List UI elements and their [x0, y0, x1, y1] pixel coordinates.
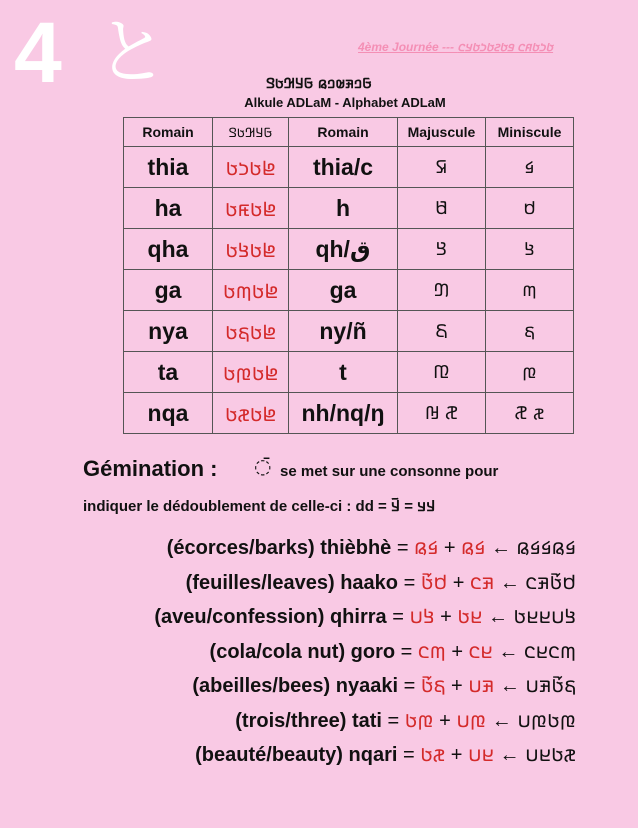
- lesson-character: と: [96, 10, 169, 94]
- plus-sign: +: [452, 571, 465, 594]
- equals-sign: =: [392, 606, 404, 628]
- cell-romain-2: ny/ñ: [289, 311, 398, 352]
- plus-sign: +: [440, 606, 452, 628]
- cell-majuscule: 𞤙: [398, 311, 486, 352]
- gemination-text-line1: se met sur une consonne pour: [280, 463, 499, 480]
- table-row: [124, 270, 574, 311]
- example-adlam: 𞤻𞤢𞥄𞤳𞤭: [525, 673, 576, 697]
- cell-romain: nya: [124, 311, 213, 352]
- cell-majuscule: 𞤇: [398, 147, 486, 188]
- cell-adlam: 𞤦𞤢𞤺𞤢: [213, 229, 289, 270]
- table-header-row: [124, 118, 574, 147]
- cell-romain: thia: [124, 147, 213, 188]
- example-gloss: (feuilles/leaves): [185, 571, 335, 594]
- left-arrow-icon: ←: [491, 709, 512, 732]
- example-adlam: 𞤺𞤭𞤪𞤪𞤢: [513, 604, 576, 628]
- example-word: tati: [351, 709, 382, 732]
- cell-majuscule: 𞤚: [398, 352, 486, 393]
- example-word: nyaaki: [335, 675, 399, 697]
- cell-romain: ta: [124, 352, 213, 393]
- equals-sign: =: [403, 675, 416, 697]
- alphabet-table: [123, 117, 574, 434]
- cell-adlam: 𞤦𞤢𞤶𞤢: [213, 270, 289, 311]
- example-word: nqari: [348, 744, 398, 766]
- cell-miniscule: 𞤩: [486, 147, 574, 188]
- cell-majuscule: 𞤔: [398, 270, 486, 311]
- example-gloss: (cola/cola nut): [209, 640, 346, 663]
- cell-majuscule: 𞤛 𞤟: [398, 393, 486, 434]
- equals-sign: =: [396, 537, 409, 559]
- example-adlam: 𞤽𞤢𞤪𞤭: [525, 742, 576, 766]
- example-adlam: 𞤶𞤮𞤪𞤮: [523, 638, 576, 663]
- left-arrow-icon: ←: [498, 640, 519, 663]
- cell-romain-2: nh/nq/ŋ: [289, 393, 398, 434]
- example-part2: 𞤯𞤢𞥄: [420, 569, 448, 594]
- example-part1: 𞤳𞤮: [470, 569, 495, 594]
- cell-romain-2: t: [289, 352, 398, 393]
- plus-sign: +: [451, 640, 464, 663]
- cell-adlam: 𞤦𞤢𞤽𞤢: [213, 393, 289, 434]
- example-gloss: (aveu/confession): [154, 606, 325, 628]
- example-adlam: 𞤼𞤢𞤼𞤭: [517, 707, 576, 732]
- col-header-adlam: [213, 118, 289, 147]
- example-row: [195, 740, 576, 767]
- example-part2: 𞤼𞤢: [404, 707, 434, 732]
- cell-adlam: 𞤦𞤢𞤼𞤢: [213, 352, 289, 393]
- cell-adlam: 𞤦𞤢𞤸𞤢: [213, 147, 289, 188]
- example-part1: 𞤪𞤭: [467, 742, 494, 766]
- page-subtitle: Alkule ADLaM - Alphabet ADLaM: [244, 95, 446, 110]
- gemination-title: Gémination :: [83, 456, 218, 481]
- cell-adlam: 𞤦𞤢𞤿𞤢: [213, 188, 289, 229]
- left-arrow-icon: ←: [499, 744, 520, 766]
- equals-sign: =: [402, 744, 415, 766]
- col-header-miniscule: Miniscule: [486, 118, 574, 147]
- page-title-adlam: 𞤀𞤤𞤳𞤵𞤤𞤫 𞤀𞤁𞤂𞤢𞤃: [266, 76, 372, 92]
- example-word: haako: [340, 571, 398, 594]
- example-part1: 𞤼𞤭: [456, 707, 487, 732]
- table-row: [124, 393, 574, 434]
- example-gloss: (beauté/beauty): [195, 744, 343, 766]
- example-part1: 𞤪𞤮: [468, 638, 493, 663]
- col-header-romain: Romain: [124, 118, 213, 147]
- left-arrow-icon: ←: [487, 606, 508, 628]
- cell-majuscule: 𞤍: [398, 188, 486, 229]
- example-row: [210, 637, 576, 664]
- cell-miniscule: 𞤻: [486, 311, 574, 352]
- table-row: [124, 352, 574, 393]
- gemination-mark: ◌̄: [254, 454, 272, 478]
- example-row: [192, 671, 576, 698]
- journee-link[interactable]: 4ème Journée --- 𞤢𞤸𞤢𞤱𞤮 𞤥𞤢𞤲𞤢𞤸𞤢𞤣𞤮: [358, 40, 554, 54]
- example-gloss: (trois/three): [235, 709, 347, 732]
- cell-romain: ga: [124, 270, 213, 311]
- col-header-majuscule: Majuscule: [398, 118, 486, 147]
- example-row: [167, 533, 576, 560]
- cell-romain: ha: [124, 188, 213, 229]
- cell-miniscule: 𞤽 𞤛: [486, 393, 574, 434]
- example-row: [235, 706, 576, 733]
- equals-sign: =: [403, 571, 416, 594]
- cell-miniscule: 𞤶: [486, 270, 574, 311]
- example-part1: 𞤩𞤫: [461, 535, 486, 559]
- equals-sign: =: [400, 640, 413, 663]
- cell-romain-2: qh/ق: [289, 229, 398, 270]
- example-adlam: 𞤩𞤫𞤩𞤩𞤫: [516, 535, 576, 559]
- example-gloss: (écorces/barks): [166, 537, 315, 559]
- cell-miniscule: 𞤯: [486, 188, 574, 229]
- example-row: [154, 602, 576, 629]
- lesson-number: 4: [14, 5, 62, 101]
- cell-romain: nqa: [124, 393, 213, 434]
- plus-sign: +: [439, 709, 451, 732]
- left-arrow-icon: ←: [490, 537, 511, 559]
- example-part1: 𞤪𞤢: [457, 604, 483, 628]
- cell-adlam: 𞤦𞤢𞤻𞤢: [213, 311, 289, 352]
- example-adlam: 𞤯𞤢𞥄𞤳𞤮: [525, 569, 576, 594]
- example-part2: 𞤽𞤢: [420, 742, 446, 766]
- cell-miniscule: 𞤼: [486, 352, 574, 393]
- left-arrow-icon: ←: [499, 675, 520, 697]
- plus-sign: +: [450, 744, 463, 766]
- table-row: [124, 188, 574, 229]
- gemination-text-line2: indiquer le dédoublement de celle-ci : dd = 𞤣𞤣 = 𞤣𞥆: [83, 498, 436, 515]
- plus-sign: +: [443, 537, 456, 559]
- example-part2: 𞤻𞤢𞥄: [420, 673, 446, 697]
- cell-romain-2: thia/c: [289, 147, 398, 188]
- plus-sign: +: [450, 675, 463, 697]
- table-row: [124, 311, 574, 352]
- cell-miniscule: 𞤺: [486, 229, 574, 270]
- example-part1: 𞤳𞤭: [468, 673, 495, 697]
- example-gloss: (abeilles/bees): [192, 675, 331, 697]
- cell-romain: qha: [124, 229, 213, 270]
- example-part2: 𞤩𞤫: [414, 535, 439, 559]
- example-word: goro: [350, 640, 396, 663]
- table-row: [124, 229, 574, 270]
- example-part2: 𞤺𞤭: [409, 604, 435, 628]
- left-arrow-icon: ←: [499, 571, 520, 594]
- col-header-romain-2: Romain: [289, 118, 398, 147]
- example-word: qhirra: [329, 606, 387, 628]
- col-header-adlam-label: 𞤀𞤁𞤂𞤢𞤃: [228, 126, 273, 141]
- cell-majuscule: 𞤘: [398, 229, 486, 270]
- equals-sign: =: [387, 709, 400, 732]
- example-part2: 𞤶𞤮: [417, 638, 446, 663]
- example-word: thièbhè: [320, 537, 392, 559]
- table-row: [124, 147, 574, 188]
- cell-romain-2: h: [289, 188, 398, 229]
- cell-romain-2: ga: [289, 270, 398, 311]
- example-row: [186, 568, 576, 595]
